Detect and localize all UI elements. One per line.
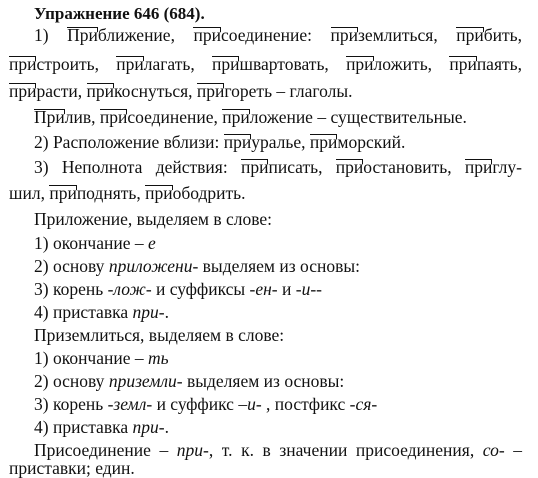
prefix-mark: при xyxy=(309,132,338,152)
prefix-mark: при xyxy=(145,183,173,203)
analysis2-root: 3) корень -земл- и суффикс –и- , постфикс -ся- xyxy=(34,394,378,414)
p1-line-2: пристроить, прилагать, пришвартовать, приложить, припаять, xyxy=(9,54,522,74)
prefix-mark: при xyxy=(335,157,364,177)
analysis1-prefix: 4) приставка при-. xyxy=(34,302,169,322)
prefix-mark: при xyxy=(193,25,221,45)
p1-line-4: Прилив, присоединение, приложение – существительные. xyxy=(34,107,467,127)
prefix-mark: при xyxy=(223,132,252,152)
conclusion-line-2: приставки; един. xyxy=(9,458,135,478)
prefix-mark: при xyxy=(464,157,493,177)
p3-line-1: 3) Неполнота действия: приписать, приостановить, приглу- xyxy=(34,157,522,177)
prefix-mark: При xyxy=(34,107,65,127)
analysis1-stem: 2) основу приложени- выделяем из основы: xyxy=(34,256,360,276)
conclusion-line-1: Присоединение – при-, т. к. в значении присоединения, со- – xyxy=(34,440,522,460)
prefix-mark: при xyxy=(346,54,374,74)
prefix-mark: при xyxy=(196,81,225,101)
prefix-mark: при xyxy=(330,25,359,45)
prefix-mark: При xyxy=(67,25,98,45)
analysis1-root: 3) корень -лож- и суффиксы -ен- и -и-- xyxy=(34,279,322,299)
prefix-mark: при xyxy=(449,54,477,74)
analysis2-heading: Приземлиться, выделяем в слове: xyxy=(34,325,285,345)
prefix-mark: при xyxy=(9,54,37,74)
prefix-mark: при xyxy=(212,54,240,74)
exercise-title: Упражнение 646 (684). xyxy=(34,4,205,23)
analysis2-prefix: 4) приставка при-. xyxy=(34,417,169,437)
p3-line-2: шил, приподнять, приободрить. xyxy=(9,183,246,203)
p1-line-1: 1) Приближение, присоединение: приземлиться, прибить, xyxy=(34,25,522,45)
prefix-mark: при xyxy=(86,81,115,101)
prefix-mark: при xyxy=(240,157,269,177)
analysis2-ending: 1) окончание – ть xyxy=(34,348,169,368)
analysis1-ending: 1) окончание – е xyxy=(34,233,156,253)
prefix-mark: при xyxy=(222,107,250,127)
prefix-mark: при xyxy=(456,25,484,45)
analysis1-heading: Приложение, выделяем в слове: xyxy=(34,209,273,229)
prefix-mark: при xyxy=(116,54,144,74)
p2-line: 2) Расположение вблизи: приуралье, приморский. xyxy=(34,132,406,152)
p1-line-3: прирасти, прикоснуться, пригореть – глаголы. xyxy=(9,81,353,101)
analysis2-stem: 2) основу приземли- выделяем из основы: xyxy=(34,371,345,391)
prefix-mark: при xyxy=(99,107,128,127)
prefix-mark: при xyxy=(49,183,77,203)
prefix-mark: при xyxy=(9,81,37,101)
